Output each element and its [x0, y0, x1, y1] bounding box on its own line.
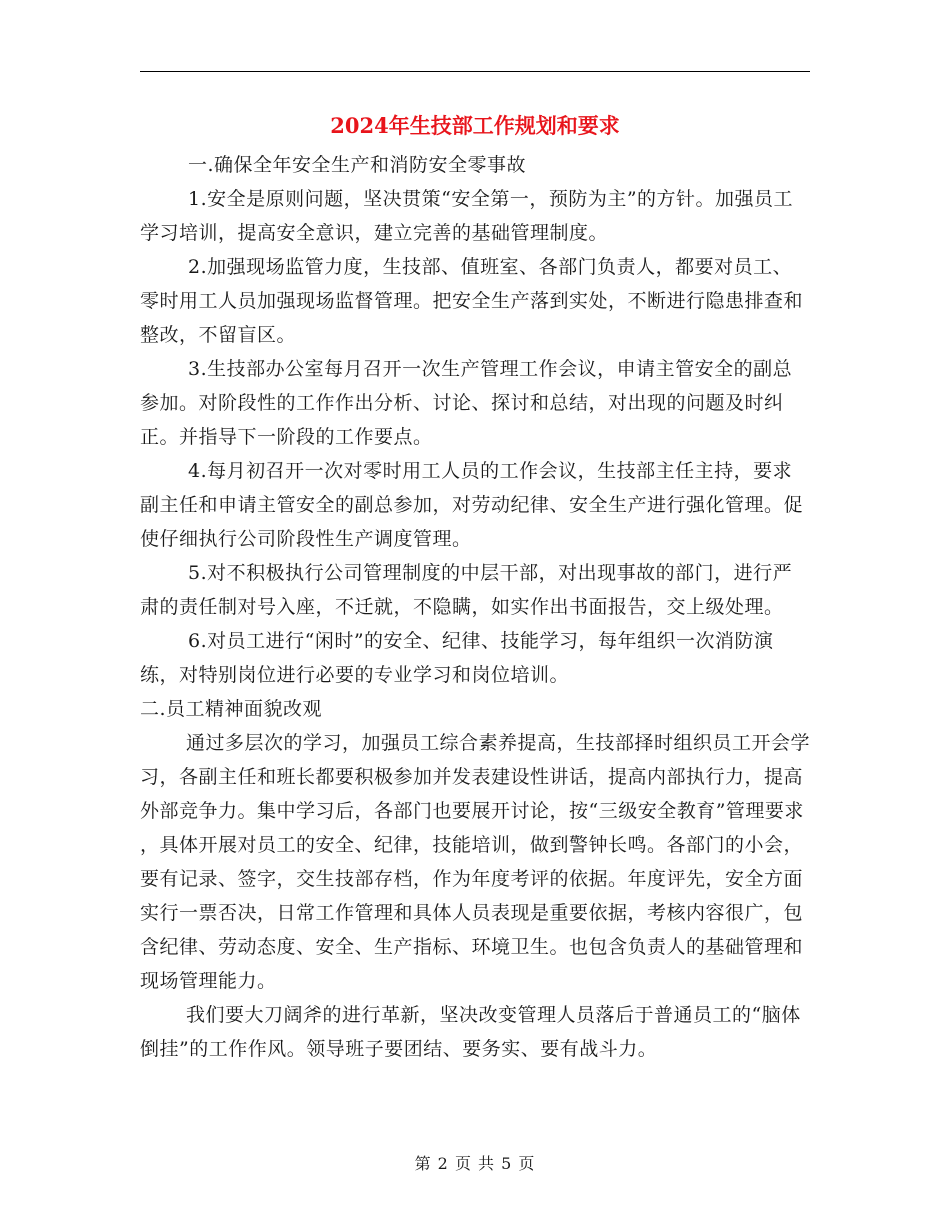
- paragraph-item-3: 3.生技部办公室每月召开一次生产管理工作会议，申请主管安全的副总参加。对阶段性的工作作出分析、讨论、探讨和总结，对出现的问题及时纠正。并指导下一阶段的工作要点。: [140, 358, 793, 448]
- paragraph-body-2: 我们要大刀阔斧的进行革新，坚决改变管理人员落后于普通员工的“脑体倒挂”的工作作风。领导班子要团结、要务实、要有战斗力。: [140, 1004, 801, 1060]
- section-heading-2: 二.员工精神面貌改观: [140, 698, 323, 720]
- document-title: 2024年生技部工作规划和要求: [330, 113, 620, 138]
- page-number: 第 2 页 共 5 页: [414, 1154, 536, 1173]
- paragraph-item-4: 4.每月初召开一次对零时用工人员的工作会议，生技部主任主持，要求副主任和申请主管安全的副总参加，对劳动纪律、安全生产进行强化管理。促使仔细执行公司阶段性生产调度管理。: [140, 460, 804, 550]
- paragraph-item-5: 5.对不积极执行公司管理制度的中层干部，对出现事故的部门，进行严肃的责任制对号入座，不迁就，不隐瞒，如实作出书面报告，交上级处理。: [140, 562, 793, 618]
- header-rule: [140, 71, 810, 72]
- paragraph-item-1: 1.安全是原则问题，坚决贯策“安全第一，预防为主”的方针。加强员工学习培训，提高安全意识，建立完善的基础管理制度。: [140, 188, 794, 244]
- paragraph-item-2: 2.加强现场监管力度，生技部、值班室、各部门负责人，都要对员工、零时用工人员加强现场监督管理。把安全生产落到实处，不断进行隐患排查和整改，不留盲区。: [140, 256, 804, 346]
- section-heading-1: 一.确保全年安全生产和消防安全零事故: [188, 154, 527, 176]
- paragraph-body-1: 通过多层次的学习，加强员工综合素养提高，生技部择时组织员工开会学习，各副主任和班长都要积极参加并发表建设性讲话，提高内部执行力，提高外部竞争力。集中学习后，各部门也要展开讨论，按“三级安全教育”管理要求 ，具体开展对员工的安全、纪律，技能培训，做到警钟长鸣。各部门的小会，要有记录、签字，交生技部存档，作为年度考评的依据。年度评先，安全方面实行一票否决，日常工作管理和具体人员表现是重要依据，考核内容很广，包含纪律、劳动态度、安全、生产指标、环境卫生。也包含负责人的基础管理和现场管理能力。: [140, 732, 811, 992]
- document-body: [140, 148, 810, 1066]
- paragraph-item-6: 6.对员工进行“闲时”的安全、纪律、技能学习，每年组织一次消防演练，对特别岗位进行必要的专业学习和岗位培训。: [140, 630, 774, 686]
